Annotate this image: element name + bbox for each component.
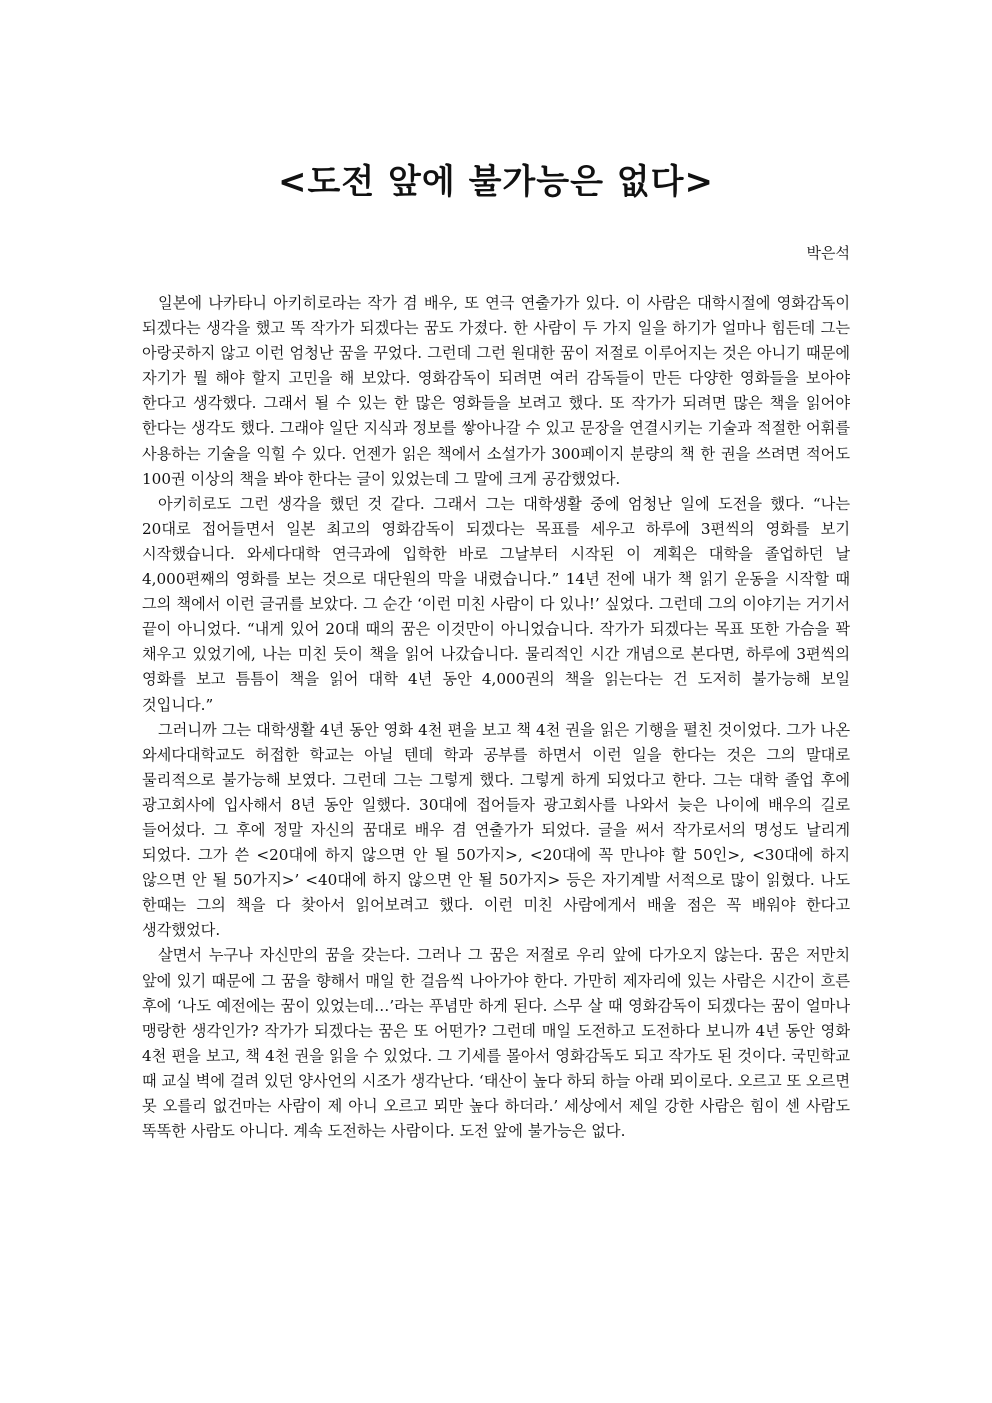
document-body [142,291,850,1144]
document-title: <도전 앞에 불가능은 없다> [278,162,714,202]
paragraph-2: 아키히로도 그런 생각을 했던 것 같다. 그래서 그는 대학생활 중에 엄청난 일에 도전을 했다. “나는 20대로 접어들면서 일본 최고의 영화감독이 되겠다는 목표를 세우고 하루에 3편씩의 영화를 보기 시작했습니다. 와세다대학 연극과에 입학한 바로 그날부터 시작된 이 계획은 대학을 졸업하던 날 4,000편째의 영화를 보는 것으로 대단원의 막을 내렸습니다.” 14년 전에 내가 책 읽기 운동을 시작할 때 그의 책에서 이런 글귀를 보았다. 그 순간 ‘이런 미친 사람이 다 있나!’ 싶었다. 그런데 그의 이야기는 거기서 끝이 아니었다. “내게 있어 20대 때의 꿈은 이것만이 아니었습니다. 작가가 되겠다는 목표 또한 가슴을 꽉 채우고 있었기에, 나는 미친 듯이 책을 읽어 나갔습니다. 물리적인 시간 개념으로 본다면, 하루에 3편씩의 영화를 보고 틈틈이 책을 읽어 대학 4년 동안 4,000권의 책을 읽는다는 건 도저히 불가능해 보일 것입니다.” [142,494,850,714]
paragraph-4: 살면서 누구나 자신만의 꿈을 갖는다. 그러나 그 꿈은 저절로 우리 앞에 다가오지 않는다. 꿈은 저만치 앞에 있기 때문에 그 꿈을 향해서 매일 한 걸음씩 나아가야 한다. 가만히 제자리에 있는 사람은 시간이 흐른 후에 ‘나도 예전에는 꿈이 있었는데…’라는 푸념만 하게 된다. 스무 살 때 영화감독이 되겠다는 꿈이 얼마나 맹랑한 생각인가? 작가가 되겠다는 꿈은 또 어떤가? 그런데 매일 도전하고 도전하다 보니까 4년 동안 영화 4천 편을 보고, 책 4천 권을 읽을 수 있었다. 그 기세를 몰아서 영화감독도 되고 작가도 된 것이다. 국민학교 때 교실 벽에 걸려 있던 양사언의 시조가 생각난다. ‘태산이 높다 하되 하늘 아래 뫼이로다. 오르고 또 오르면 못 오를리 없건마는 사람이 제 아니 오르고 뫼만 높다 하더라.’ 세상에서 제일 강한 사람은 힘이 센 사람도 똑똑한 사람도 아니다. 계속 도전하는 사람이다. 도전 앞에 불가능은 없다. [142,946,850,1141]
paragraph-3: 그러니까 그는 대학생활 4년 동안 영화 4천 편을 보고 책 4천 권을 읽은 기행을 펼친 것이었다. 그가 나온 와세다대학교도 허접한 학교는 아닐 텐데 학과 공부를 하면서 이런 일을 한다는 것은 그의 말대로 물리적으로 불가능해 보였다. 그런데 그는 그렇게 했다. 그렇게 하게 되었다고 한다. 그는 대학 졸업 후에 광고회사에 입사해서 8년 동안 일했다. 30대에 접어들자 광고회사를 나와서 늦은 나이에 배우의 길로 들어섰다. 그 후에 정말 자신의 꿈대로 배우 겸 연출가가 되었다. 글을 써서 작가로서의 명성도 날리게 되었다. 그가 쓴 <20대에 하지 않으면 안 될 50가지>, <20대에 꼭 만나야 할 50인>, <30대에 하지 않으면 안 될 50가지>’ <40대에 하지 않으면 안 될 50가지> 등은 자기계발 서적으로 많이 읽혔다. 나도 한때는 그의 책을 다 찾아서 읽어보려고 했다. 이런 미친 사람에게서 배울 점은 꼭 배워야 한다고 생각했었다. [142,720,850,940]
paragraph-1: 일본에 나카타니 아키히로라는 작가 겸 배우, 또 연극 연출가가 있다. 이 사람은 대학시절에 영화감독이 되겠다는 생각을 했고 똑 작가가 되겠다는 꿈도 가졌다. 한 사람이 두 가지 일을 하기가 얼마나 힘든데 그는 아랑곳하지 않고 이런 엄청난 꿈을 꾸었다. 그런데 그런 원대한 꿈이 저절로 이루어지는 것은 아니기 때문에 자기가 뭘 해야 할지 고민을 해 보았다. 영화감독이 되려면 여러 감독들이 만든 다양한 영화들을 보아야 한다고 생각했다. 그래서 될 수 있는 한 많은 영화들을 보려고 했다. 또 작가가 되려면 많은 책을 읽어야 한다는 생각도 했다. 그래야 일단 지식과 정보를 쌓아나갈 수 있고 문장을 연결시키는 기술과 적절한 어휘를 사용하는 기술을 익힐 수 있다. 언젠가 읽은 책에서 소설가가 300페이지 분량의 책 한 권을 쓰려면 적어도 100권 이상의 책을 봐야 한다는 글이 있었는데 그 말에 크게 공감했었다. [142,294,850,488]
author-name: 박은석 [806,244,850,262]
